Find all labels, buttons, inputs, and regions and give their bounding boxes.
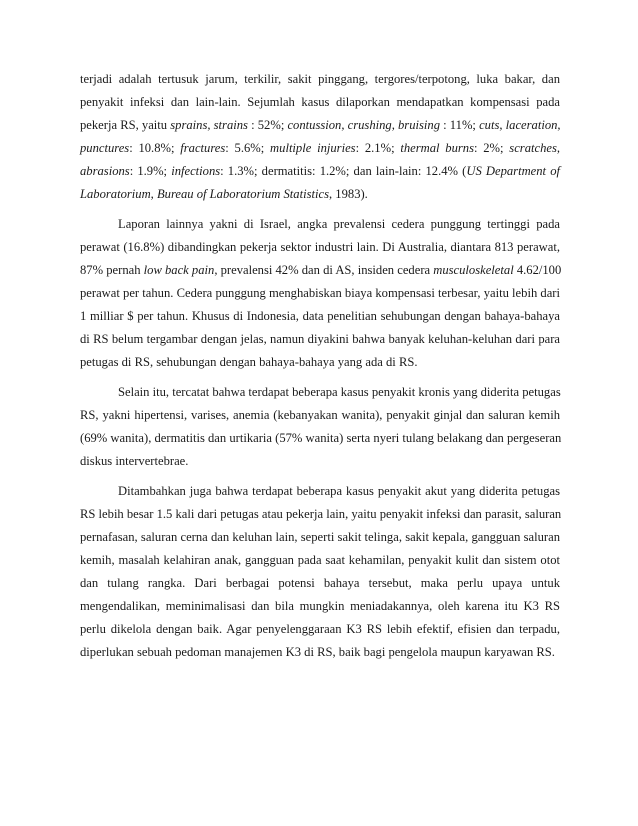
text-run: : 2%; [473,141,510,155]
text-run: RS, yakni hipertensi, varises, anemia (kebanyakan wanita), penyakit ginjal dan saluran kemih [80,408,560,422]
italic-text-run: abrasions [80,164,130,178]
text-line [80,183,560,206]
paragraph-4 [80,480,560,664]
paragraph-3 [80,381,560,473]
italic-text-run: US Department of [466,164,560,178]
text-line [80,526,560,549]
italic-text-run: Laboratorium, Bureau of Laboratorium Statistics [80,187,329,201]
document-page [80,68,560,671]
text-line [80,572,560,595]
paragraph-2 [80,213,560,374]
text-line [80,641,560,664]
text-line [80,351,560,374]
text-line [80,595,560,618]
italic-text-run: low back pain [143,263,215,277]
italic-text-run: fractures [180,141,226,155]
italic-text-run: scratches, [509,141,561,155]
text-run: di RS belum tergambar dengan jelas, namun diyakini bahwa banyak keluhan-keluhan dari para [80,332,560,346]
text-line [80,404,560,427]
text-run: perawat per tahun. Cedera punggung menghabiskan biaya kompensasi terbesar, yaitu lebih dari [80,286,560,300]
text-run: dan tulang rangka. Dari berbagai potensi bahaya tersebut, maka perlu upaya untuk [80,576,560,590]
paragraph-1 [80,68,560,206]
text-run: (69% wanita), dermatitis dan urtikaria (57% wanita) serta nyeri tulang belakang dan pergeseran [80,431,562,445]
text-run: 1 milliar $ per tahun. Khusus di Indonesia, data penelitian sehubungan dengan bahaya-bahaya [80,309,560,323]
text-run: diperlukan sebuah pedoman manajemen K3 di RS, baik bagi pengelola maupun karyawan RS. [80,645,555,659]
text-run: Ditambahkan juga bahwa terdapat beberapa kasus penyakit akut yang diderita petugas [118,484,560,498]
text-run: Selain itu, tercatat bahwa terdapat beberapa kasus penyakit kronis yang diderita petugas [118,385,561,399]
text-line [80,213,560,236]
text-run: pernafasan, saluran cerna dan keluhan lain, seperti sakit telinga, sakit kepala, gangguan saluran [80,530,560,544]
italic-text-run: thermal burns [400,141,474,155]
text-run: : 1.3%; dermatitis: 1.2%; dan lain-lain: 12.4% ( [220,164,467,178]
text-line [80,68,560,91]
text-line [80,427,560,450]
text-run: pekerja RS, yaitu [80,118,171,132]
text-run: : 52%; [247,118,288,132]
text-run: Laporan lainnya yakni di Israel, angka prevalensi cedera punggung tertinggi pada [118,217,560,231]
text-line [80,305,560,328]
text-line [80,259,560,282]
text-line [80,549,560,572]
text-run: : 2.1%; [355,141,401,155]
italic-text-run: punctures [80,141,130,155]
text-line [80,450,560,473]
text-run: , prevalensi 42% dan di AS, insiden cedera [214,263,434,277]
text-run: kemih, masalah kelahiran anak, gangguan pada saat kehamilan, penyakit kulit dan sistem otot [80,553,560,567]
text-run: RS lebih besar 1.5 kali dari petugas atau pekerja lain, yaitu penyakit infeksi dan parasit, saluran [80,507,562,521]
text-line [80,91,560,114]
text-run: perawat (16.8%) dibandingkan pekerja sektor industri lain. Di Australia, diantara 813 perawat, [80,240,560,254]
text-run: : 1.9%; [129,164,172,178]
text-run: mengendalikan, meminimalisasi dan bila mungkin meniadakannya, oleh karena itu K3 RS [80,599,560,613]
text-line [80,381,560,404]
text-line [80,137,560,160]
text-line [80,160,560,183]
text-run: : 11%; [440,118,480,132]
text-run: 87% pernah [80,263,144,277]
text-line [80,114,560,137]
text-line [80,618,560,641]
text-run: : 5.6%; [225,141,271,155]
text-run: : 10.8%; [129,141,181,155]
italic-text-run: cuts, laceration, [479,118,561,132]
text-run: penyakit infeksi dan lain-lain. Sejumlah kasus dilaporkan mendapatkan kompensasi pada [80,95,560,109]
text-line [80,236,560,259]
italic-text-run: sprains, strains [170,118,248,132]
text-run: , 1983). [329,187,368,201]
text-line [80,480,560,503]
text-line [80,503,560,526]
italic-text-run: musculoskeletal [433,263,514,277]
italic-text-run: contussion, crushing, bruising [287,118,441,132]
text-run: 4.62/100 [513,263,562,277]
text-run: petugas di RS, sehubungan dengan bahaya-bahaya yang ada di RS. [80,355,418,369]
text-line [80,282,560,305]
text-run: terjadi adalah tertusuk jarum, terkilir, sakit pinggang, tergores/terpotong, luka bakar, dan [80,72,560,86]
text-line [80,328,560,351]
italic-text-run: multiple injuries [270,141,356,155]
text-run: perlu dikelola dengan baik. Agar penyelenggaraan K3 RS lebih efektif, efisien dan terpadu, [80,622,560,636]
italic-text-run: infections [171,164,221,178]
text-run: diskus intervertebrae. [80,454,189,468]
